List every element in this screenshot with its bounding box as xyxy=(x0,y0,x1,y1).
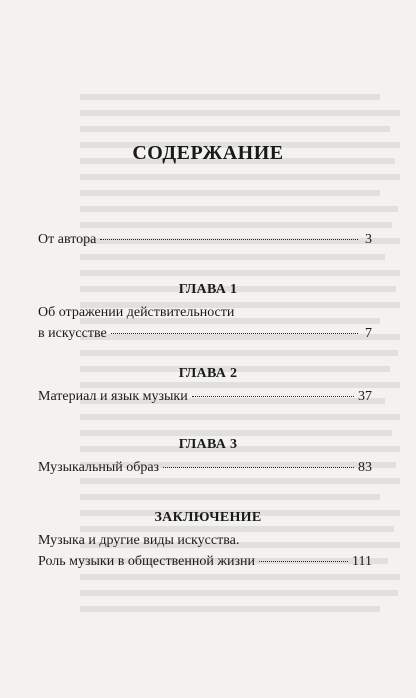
chapter-heading: ГЛАВА 3 xyxy=(178,437,238,452)
chapter-heading: ГЛАВА 1 xyxy=(178,282,238,297)
toc-entry-label: Музыка и другие виды искусства. xyxy=(38,533,240,548)
toc-entry-label: в искусстве xyxy=(38,326,107,341)
conclusion-heading: ЗАКЛЮЧЕНИЕ xyxy=(154,510,262,525)
dot-leader xyxy=(259,561,348,562)
dot-leader xyxy=(111,333,358,334)
toc-entry-page: 83 xyxy=(358,460,372,475)
toc-entry-page: 7 xyxy=(365,326,372,341)
toc-entry-page: 3 xyxy=(365,232,372,247)
toc-entry-label: Роль музыки в общественной жизни xyxy=(38,554,256,569)
toc-entry-label: Об отражении действительности xyxy=(38,305,235,320)
dot-leader xyxy=(100,239,358,240)
toc-entry[interactable] xyxy=(38,386,372,407)
page-title: СОДЕРЖАНИЕ xyxy=(132,142,284,164)
toc-entry-label: Материал и язык музыки xyxy=(38,389,188,404)
toc-entry[interactable] xyxy=(38,229,372,250)
chapter-heading: ГЛАВА 2 xyxy=(178,366,238,381)
toc-entry[interactable] xyxy=(38,302,372,344)
toc-entry[interactable] xyxy=(38,457,372,478)
toc-entry-page: 37 xyxy=(358,389,372,404)
dot-leader xyxy=(163,467,354,468)
toc-entry-label: Музыкальный образ xyxy=(38,460,160,475)
toc-entry-label: От автора xyxy=(38,232,97,247)
toc-entry[interactable] xyxy=(38,530,372,572)
toc-entry-page: 111 xyxy=(352,554,372,569)
dot-leader xyxy=(192,396,354,397)
